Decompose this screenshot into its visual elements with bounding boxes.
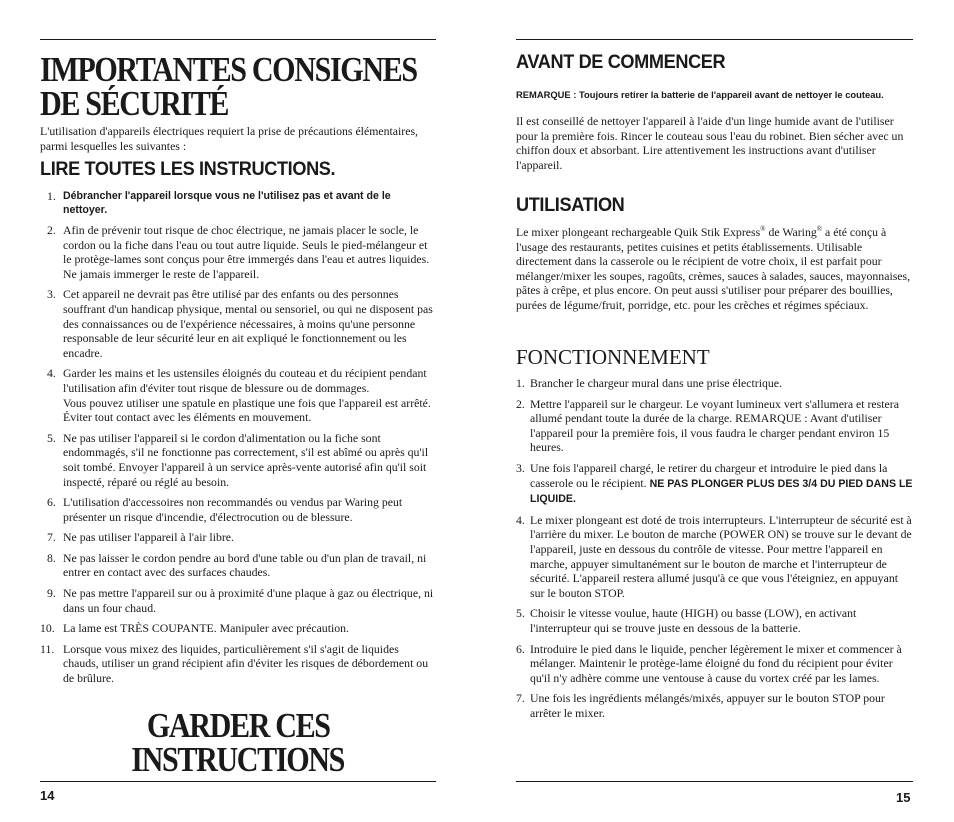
safety-list [40, 189, 436, 686]
page-number-right: 15 [896, 790, 911, 805]
list-item: 3. Une fois l'appareil chargé, le retirer du chargeur et introduire le pied dans la casserole ou le récipient. NE PAS PLONGER PLUS DES 3/4 DU PIED DANS LE LIQUIDE. [516, 460, 913, 506]
list-item: 1. Débrancher l'appareil lorsque vous ne l'utilisez pas et avant de le nettoyer. [47, 189, 391, 216]
usage-heading: UTILISATION [516, 194, 625, 216]
list-item: 4. Garder les mains et les ustensiles éloignés du couteau et du récipient pendant l'utilisation afin d'éviter tout risque de blessure ou de dommages. Vous pouvez utiliser une spatule en plastique une fois que l'appareil est arrêté. Éviter tout contact avec les éléments en mouvement. [47, 366, 431, 425]
note-text: REMARQUE : Toujours retirer la batterie de l'appareil avant de nettoyer le couteau. [516, 89, 884, 100]
list-item: 6. L'utilisation d'accessoires non recommandés ou vendus par Waring peut présenter un risque d'incendie, d'électrocution ou de blessure. [47, 495, 403, 524]
right-top-rule [516, 39, 913, 40]
list-item: 6. Introduire le pied dans le liquide, pencher légèrement le mixer et commencer à mélanger. Maintenir le protège-lame éloigné du fond du récipient pour éviter qu'il n'y adhère comme une ventouse à cause du vortex créé par les lames. [516, 641, 902, 685]
read-instructions-heading: LIRE TOUTES LES INSTRUCTIONS. [40, 158, 336, 180]
right-bottom-rule [516, 781, 913, 782]
list-item: 7. Une fois les ingrédients mélangés/mixés, appuyer sur le bouton STOP pour arrêter le mixer. [516, 691, 885, 720]
safety-title-line1: IMPORTANTES CONSIGNES [40, 50, 417, 89]
safety-intro: L'utilisation d'appareils électriques requiert la prise de précautions élémentaires, parmi lesquelles les suivantes : [40, 124, 419, 153]
list-item: 3. Cet appareil ne devrait pas être utilisé par des enfants ou des personnes souffrant d'un handicap physique, mental ou sensoriel, ou qui ne disposent pas des connaissances ou de l'expérience nécessaires, à moins qu'une personne responsable de leur sécurité leur en ait expliqué le fonctionnement ou les encadre. [47, 287, 433, 360]
list-item: 9. Ne pas mettre l'appareil sur ou à proximité d'une plaque à gaz ou électrique, ni dans un four chaud. [47, 586, 434, 615]
list-item: 8. Ne pas laisser le cordon pendre au bord d'une table ou d'un plan de travail, ni entrer en contact avec des surfaces chaudes. [47, 550, 427, 580]
keep-instructions-line1: GARDER CES [146, 706, 330, 745]
list-item: 4. Le mixer plongeant est doté de trois interrupteurs. L'interrupteur de sécurité est à l'arrière du mixer. Le bouton de marche (POWER ON) se trouve sur le devant de l'appareil, juste en dessous du contrôle de vitesse. Pour mettre l'appareil en marche, appuyer simultanément sur le bouton de marche et l'interrupteur de sécurité. L'appareil restera allumé jusqu'à ce que vous l'éteigniez, en appuyant sur le bouton STOP. [516, 512, 912, 600]
list-item: 2. Mettre l'appareil sur le chargeur. Le voyant lumineux vert s'allumera et restera allumé pendant toute la durée de la charge. REMARQUE : Avant d'utiliser l'appareil pour la première fois, il vous faudra le charger pendant environ 15 heures. [516, 396, 899, 455]
left-bottom-rule [40, 781, 436, 782]
before-starting-heading: AVANT DE COMMENCER [516, 51, 726, 73]
list-item: 7. Ne pas utiliser l'appareil à l'air libre. [47, 530, 234, 545]
registered-mark: ® [816, 225, 823, 233]
before-starting-text: Il est conseillé de nettoyer l'appareil à l'aide d'un linge humide avant de l'utiliser pour la première fois. Rincer le couteau sous l'eau du robinet. Bien sécher avec un chiffon doux et absorbant. Lire attentivement les instructions avant d'utiliser l'appareil. [516, 114, 904, 172]
operation-steps [516, 376, 913, 720]
usage-text: Le mixer plongeant rechargeable Quik Stik Express® de Waring® a été conçu à l'usage des restaurants, petites cuisines et petits établissements. Utilisable directement dans la casserole ou le récipient de votre choix, il est parfait pour mélanger/mixer les soupes, ragoûts, crèmes, sauces à salades, sauces, mayonnaises, pâtes à crêpe, et plus encore. On peut aussi s'utiliser pour préparer des bouillies, purées de légume/fruit, porridge, etc. pour les crèches et régimes spéciaux. [516, 224, 911, 312]
safety-title [40, 50, 478, 123]
operation-heading: FONCTIONNEMENT [516, 345, 710, 369]
keep-instructions-title [40, 706, 436, 779]
list-item: 5. Ne pas utiliser l'appareil si le cordon d'alimentation ou la fiche sont endommagés, s'il ne fonctionne pas correctement, s'il est abîmé ou après qu'il soit tombé. Envoyer l'appareil à un service après-vente autorisé afin qu'il soit inspecté, réparé ou réglé au besoin. [47, 430, 429, 489]
list-item: 11. Lorsque vous mixez des liquides, particulièrement s'il s'agit de liquides chauds, utiliser un grand récipient afin d'éviter les risques de débordement ou de brûlure. [40, 641, 429, 686]
left-top-rule [40, 39, 436, 40]
list-item: 5. Choisir le vitesse voulue, haute (HIGH) ou basse (LOW), en activant l'interrupteur qui se trouve juste en dessous de la batterie. [516, 606, 857, 635]
list-item: 10. La lame est TRÈS COUPANTE. Manipuler avec précaution. [40, 621, 350, 636]
registered-mark: ® [760, 225, 766, 233]
list-item: 2. Afin de prévenir tout risque de choc électrique, ne jamais placer le socle, le cordon ou la fiche dans l'eau ou tout autre liquide. Seuls le pied-mélangeur et le protège-lames sont conçus pour être immergés dans l'eau et autres liquides. Ne jamais immerger le reste de l'appareil. [47, 223, 430, 281]
keep-instructions-line2: INSTRUCTIONS [131, 740, 345, 779]
safety-title-line2: DE SÉCURITÉ [40, 84, 229, 123]
list-item: 1. Brancher le chargeur mural dans une prise électrique. [516, 376, 782, 390]
page-number-left: 14 [40, 788, 55, 803]
